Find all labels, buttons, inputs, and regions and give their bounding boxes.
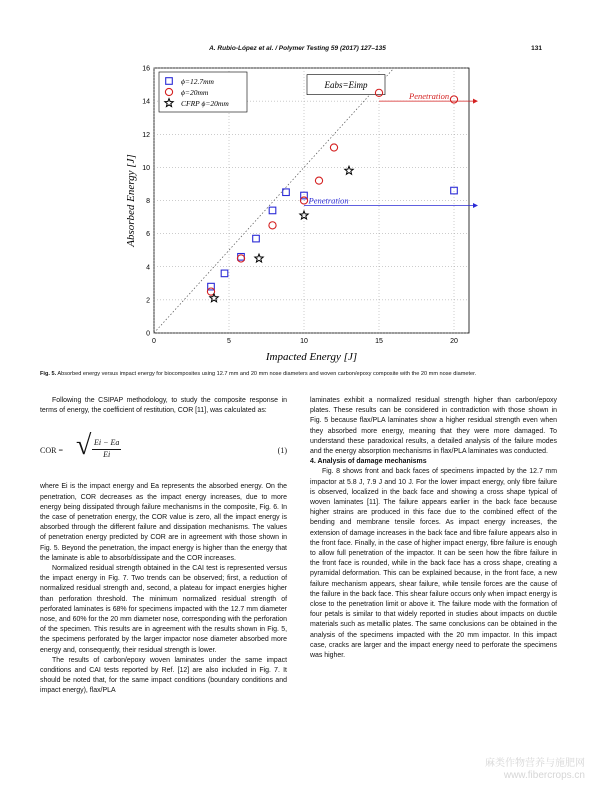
y-tick-label: 10 bbox=[142, 164, 150, 172]
figure-caption bbox=[40, 371, 560, 378]
y-tick-label: 16 bbox=[142, 65, 150, 73]
legend-label-2: CFRP ϕ=20mm bbox=[181, 99, 229, 108]
x-tick-label: 15 bbox=[375, 338, 383, 345]
equation-numerator: Ei − Ea bbox=[92, 438, 121, 449]
penetration-label-20mm: Penetration bbox=[409, 91, 450, 102]
paragraph-cor-intro: Following the CSIPAP methodology, to study the composite response in terms of energy, the coefficient of restitution, COR [11], was calculated as: bbox=[40, 397, 287, 415]
equation-number: (1) bbox=[277, 446, 287, 456]
y-tick-label: 14 bbox=[142, 98, 150, 106]
sqrt-symbol: √ bbox=[76, 430, 92, 462]
paragraph-flax-pla: laminates exhibit a normalized residual strength higher than carbon/epoxy plates. These results can be considered in contradiction with those shown in Fig. 5 because flax/PLA laminates show a higher residual strength even when they absorbed more energy, meaning that they were more damaged. To understand these paradoxical results, a detailed analysis of the failure modes and the energy absorption mechanisms in flax/PLA laminates was conducted. bbox=[310, 397, 557, 456]
paragraph-cor-explain: where Ei is the impact energy and Ea represents the absorbed energy. On the penetration, COR decreases as the impact energy increases, due to more energy being dissipated through failure mechanisms in the composite, Fig. 6. In the case of penetration energy, the COR value is zero, all the impact energy is absorbed through the different failure and dissipation mechanisms. The values of penetration energy predicted by COR are in agreement with those shown in Fig. 5. Beyond the penetration, the impact energy is higher than the energy that the laminate is able to absorb/dissipate and the COR increases. bbox=[40, 483, 287, 562]
running-header bbox=[0, 45, 595, 57]
caption-label: Fig. 5. bbox=[40, 371, 57, 377]
legend-label-1: ϕ=20mm bbox=[181, 88, 209, 97]
paragraph-residual-strength: Normalized residual strength obtained in the CAI test is represented versus the impact energy in Fig. 7. Two trends can be observed; first, a reduction of normalized residual strength and, second, a plateau for impact energies higher than perforation threshold. The minimum normalized residual strength of perforated laminates is 68% for specimens impacted with the 12.7 mm diameter nose, and 60% for the 20 mm diameter nose, corresponding with the perforation of the specimen. This results are in agreement with the results shown in Fig. 5, the specimens perforated by the larger impactor nose diameter absorbed more energy and, consequently, their residual strength is lower. bbox=[40, 565, 287, 654]
header-citation: A. Rubio-López et al. / Polymer Testing 59 (2017) 127–135 bbox=[209, 45, 386, 52]
y-tick-label: 0 bbox=[146, 330, 150, 338]
x-tick-label: 5 bbox=[227, 338, 231, 345]
right-column bbox=[310, 396, 557, 661]
y-tick-label: 8 bbox=[146, 198, 150, 205]
equality-label: Eabs=Eimp bbox=[324, 80, 368, 91]
y-tick-label: 2 bbox=[146, 297, 150, 305]
absorbed-energy-chart bbox=[112, 62, 484, 367]
equation-denominator: Ei bbox=[103, 449, 111, 459]
watermark-line-2: www.fibercrops.cn bbox=[503, 770, 585, 781]
x-tick-label: 20 bbox=[450, 338, 458, 345]
x-axis-label: Impacted Energy [J] bbox=[265, 351, 358, 363]
y-tick-label: 12 bbox=[142, 131, 150, 139]
page-number: 131 bbox=[531, 45, 542, 52]
legend-label-0: ϕ=12.7mm bbox=[181, 77, 214, 86]
section-heading: 4. Analysis of damage mechanisms bbox=[310, 458, 427, 466]
x-tick-label: 0 bbox=[152, 338, 156, 345]
paragraph-carbon-epoxy: The results of carbon/epoxy woven laminates under the same impact conditions and CAI tests reported by Ref. [12] are also included in Fig. 7. It should be noted that, for the same impact conditions (boundary conditions and impact energy), flax/PLA bbox=[40, 656, 287, 695]
equation-fraction bbox=[92, 438, 121, 459]
penetration-arrow-12mm-arrowhead bbox=[473, 203, 478, 208]
y-tick-label: 4 bbox=[146, 264, 150, 272]
caption-text: Absorbed energy versus impact energy for biocomposites using 12.7 mm and 20 mm nose diameters and woven carbon/epoxy composite with the 20 mm nose diameter. bbox=[57, 371, 477, 377]
equation-cor bbox=[40, 424, 287, 476]
x-tick-label: 10 bbox=[300, 338, 308, 345]
watermark-line-1: 麻类作物营养与施肥网 bbox=[485, 758, 585, 769]
left-column bbox=[40, 396, 287, 697]
y-axis-label: Absorbed Energy [J] bbox=[125, 154, 137, 247]
y-tick-label: 6 bbox=[146, 231, 150, 239]
penetration-label-12mm: Penetration bbox=[308, 195, 349, 206]
equation-lhs: COR = bbox=[40, 446, 63, 456]
paragraph-damage-mechanisms: Fig. 8 shows front and back faces of specimens impacted by the 12.7 mm impactor at 5.8 J, 7.9 J and 10 J. For the lower impact energy, only fibre failure is observed, localized in the back face and showing a cross shape typical of woven laminates [11]. The failure appears earlier in the back face because higher strains are produced in this face due to the combined effect of the bending and membrane tensile forces. As impact energy increases, the extension of damage increases in the back face and fibre failure appears also in the front face. Finally, in the case of higher impact energy, fibre failure is enough to allow full penetration of the impactor. It can be seen how the fibre failure in the front face is rounded, while in the back face has a cross shape, creating a pyramidal deformation. This can be explained because, in the front face, a new failure mechanism appears, shear failure, while tensile forces are the cause of the failure in the back face. This shear failure occurs only when impact energy is close to the penetration limit or above it. The failure mode with the formation of four petals is similar to that widely reported in studies about impacts on ductile materials such as metallic plates. The same conclusions can be obtained in the analysis of the specimens impacted with the 20 mm impactor. In this impact case, cracks are larger and the impact energy need to perforate the specimens was higher. bbox=[310, 468, 557, 660]
watermark bbox=[485, 758, 585, 782]
penetration-arrow-20mm-head bbox=[473, 99, 478, 104]
